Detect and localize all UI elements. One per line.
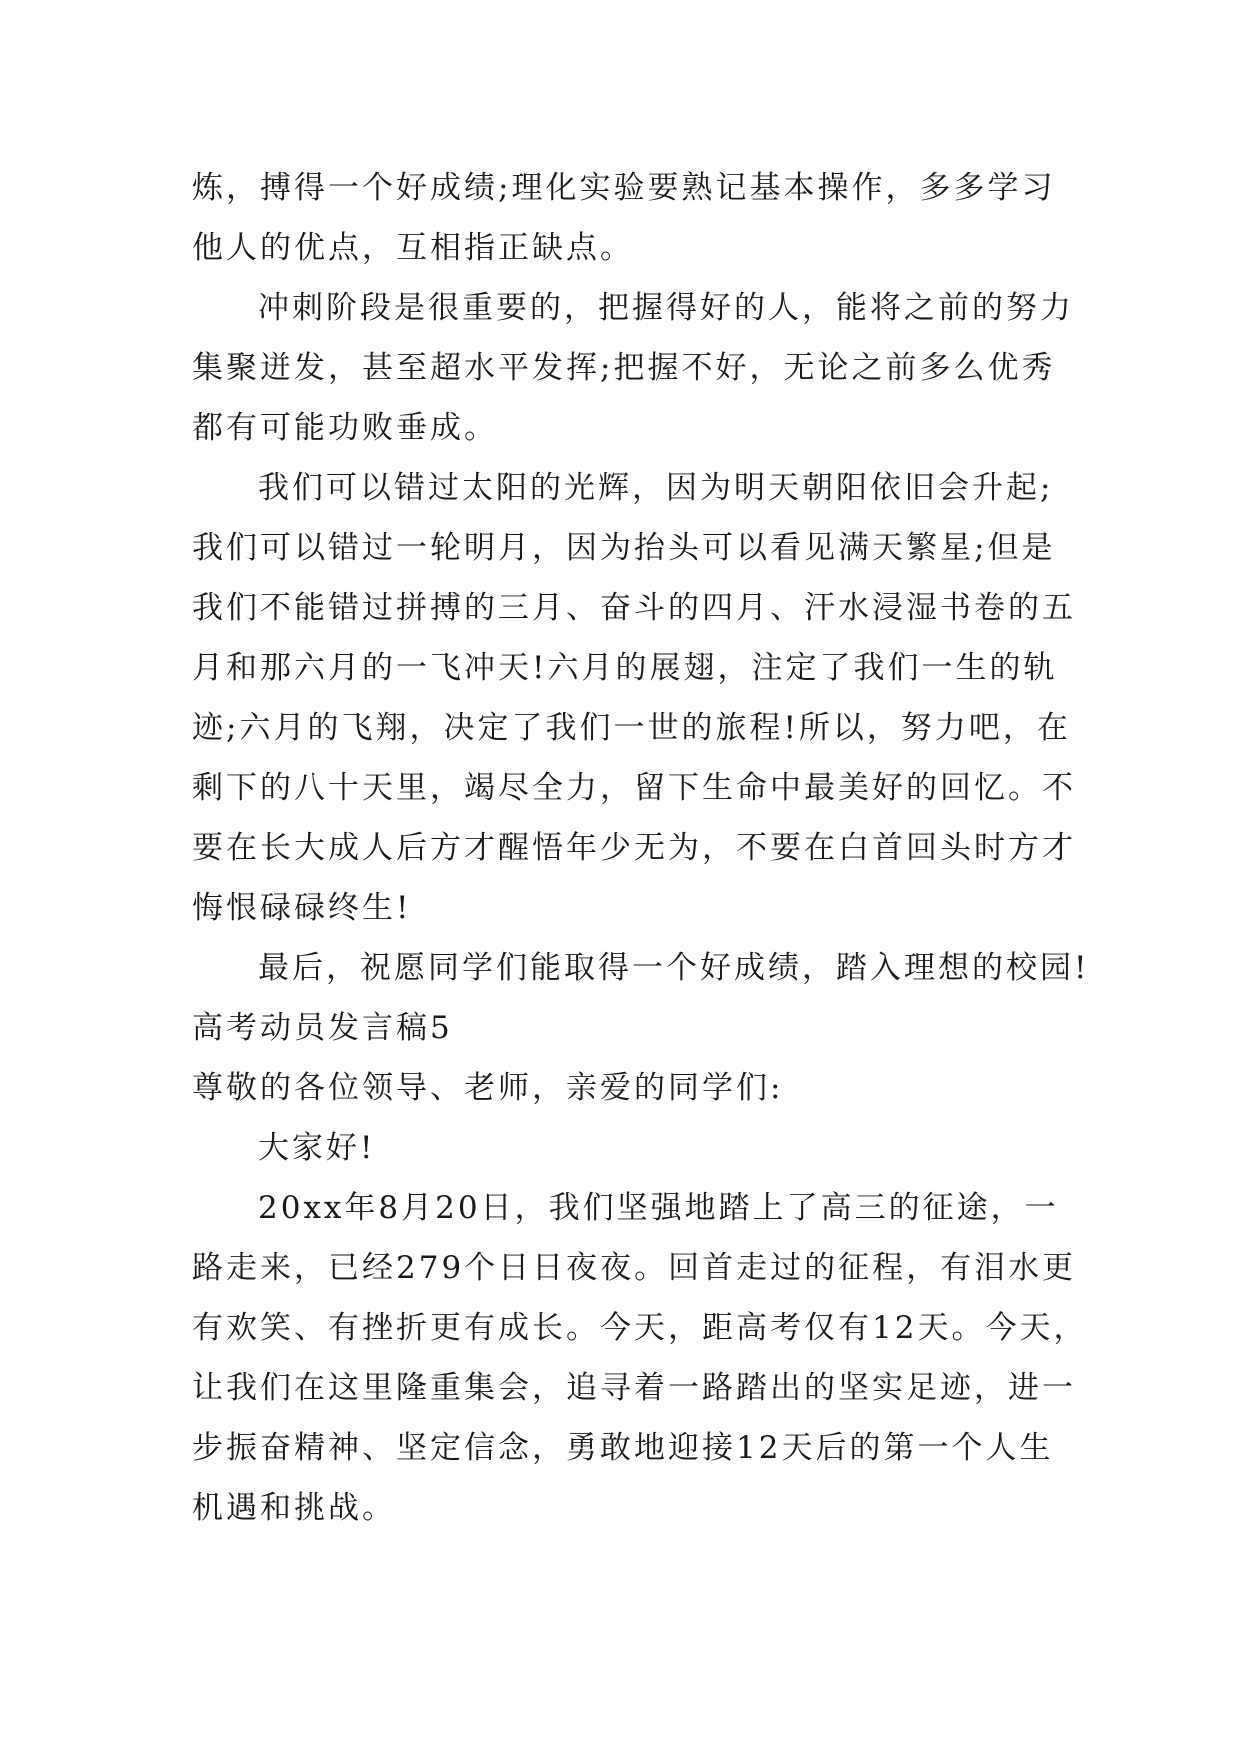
text-line: 大家好! bbox=[258, 1130, 376, 1166]
text-line: 我们可以错过太阳的光辉，因为明天朝阳依旧会升起; bbox=[258, 470, 1054, 506]
document-body bbox=[192, 158, 1090, 1538]
text-line: 有欢笑、有挫折更有成长。今天，距高考仅有12天。今天， bbox=[192, 1310, 1088, 1346]
text-line: 月和那六月的一飞冲天!六月的展翅，注定了我们一生的轨 bbox=[192, 650, 1058, 686]
text-line: 他人的优点，互相指正缺点。 bbox=[192, 230, 634, 266]
text-line: 都有可能功败垂成。 bbox=[192, 410, 498, 446]
text-line: 炼，搏得一个好成绩;理化实验要熟记基本操作，多多学习 bbox=[192, 170, 1056, 206]
text-line: 步振奋精神、坚定信念，勇敢地迎接12天后的第一个人生 bbox=[192, 1430, 1054, 1466]
text-line: 冲刺阶段是很重要的，把握得好的人，能将之前的努力 bbox=[258, 290, 1074, 326]
text-line: 我们不能错过拼搏的三月、奋斗的四月、汗水浸湿书卷的五 bbox=[192, 590, 1076, 626]
text-line: 高考动员发言稿5 bbox=[192, 1010, 453, 1046]
text-line: 悔恨碌碌终生! bbox=[192, 890, 412, 926]
text-line: 我们可以错过一轮明月，因为抬头可以看见满天繁星;但是 bbox=[192, 530, 1056, 566]
text-line: 要在长大成人后方才醒悟年少无为，不要在白首回头时方才 bbox=[192, 830, 1076, 866]
text-line: 最后，祝愿同学们能取得一个好成绩，踏入理想的校园! bbox=[258, 950, 1090, 986]
text-line: 路走来，已经279个日日夜夜。回首走过的征程，有泪水更 bbox=[192, 1250, 1077, 1286]
text-line: 尊敬的各位领导、老师，亲爱的同学们: bbox=[192, 1070, 784, 1106]
text-line: 机遇和挑战。 bbox=[192, 1490, 396, 1526]
text-line: 集聚迸发，甚至超水平发挥;把握不好，无论之前多么优秀 bbox=[192, 350, 1056, 386]
text-line: 让我们在这里隆重集会，追寻着一路踏出的坚实足迹，进一 bbox=[192, 1370, 1076, 1406]
text-line: 迹;六月的飞翔，决定了我们一世的旅程!所以，努力吧，在 bbox=[192, 710, 1071, 746]
text-line: 剩下的八十天里，竭尽全力，留下生命中最美好的回忆。不 bbox=[192, 770, 1076, 806]
text-line: 20xx年8月20日，我们坚强地踏上了高三的征途，一 bbox=[258, 1190, 1059, 1226]
